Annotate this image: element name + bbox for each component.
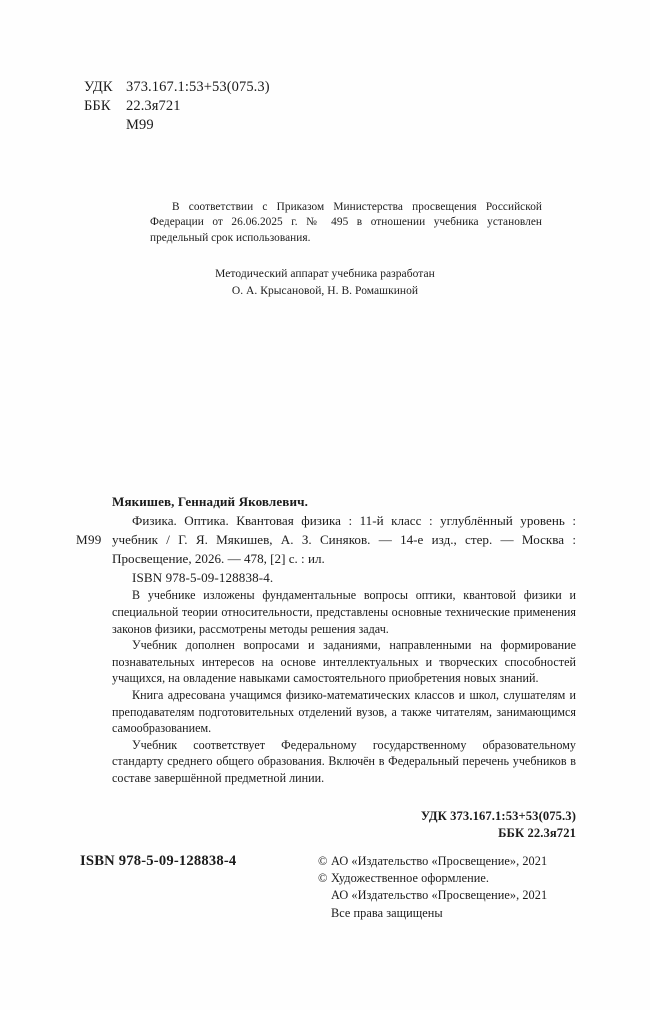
classification-block-bottom	[300, 808, 576, 842]
methodical-apparatus-line-2: О. А. Крысановой, Н. В. Ромашкиной	[231, 284, 419, 297]
annotation-paragraph: Учебник соответствует Федеральному государственному образовательному стандарту среднего общего образования. Включён в Федеральный перечень учебников в составе завершённой предметной линии.	[112, 737, 576, 785]
copyright-line	[318, 905, 618, 922]
annotation-block	[112, 587, 576, 786]
siglum-top: М99	[126, 117, 154, 133]
udk-line-bottom: УДК 373.167.1:53+53(075.3)	[420, 809, 576, 823]
annotation-paragraph: Учебник дополнен вопросами и заданиями, направленными на формирование познавательных интересов на основе интеллектуальных и творческих способностей учащихся, на овладение навыками самостоятельного приобретения новых знаний.	[112, 638, 576, 686]
udk-label-top: УДК	[84, 79, 113, 95]
copyright-line	[318, 870, 618, 887]
copyright-text: АО «Издательство «Просвещение», 2021	[331, 888, 548, 903]
record-isbn: ISBN 978-5-09-128838-4.	[132, 570, 274, 586]
record-description: Физика. Оптика. Квантовая физика : 11-й класс : углублённый уровень : учебник / Г. Я. Мякишев, А. З. Синяков. — 14-е изд., стер. — Москва : Просвещение, 2026. — 478, [2] с. : ил.	[112, 513, 576, 567]
classification-block-top	[84, 78, 270, 135]
record-description-wrap	[76, 511, 576, 587]
copyright-block	[318, 853, 618, 922]
order-notice: В соответствии с Приказом Министерства просвещения Российской Федерации от 26.06.2025 г. № 495 в отношении учебника установлен предельный срок использования.	[150, 201, 542, 244]
siglum-record: М99	[76, 532, 102, 548]
annotation-paragraph: Книга адресована учащимся физико-математических классов и школ, слушателям и преподавателям подготовительных отделений вузов, а также читателям, занимающимся самообразованием.	[112, 688, 576, 736]
copyright-icon: ©	[318, 871, 328, 886]
copyright-text: Художественное оформление.	[331, 871, 489, 886]
copyright-text: АО «Издательство «Просвещение», 2021	[331, 854, 548, 868]
copyright-text: Все права защищены	[331, 905, 443, 920]
record-body	[112, 511, 576, 587]
bibliographic-record	[76, 492, 576, 787]
bbk-line-bottom: ББК 22.3я721	[498, 826, 576, 840]
annotation-paragraph: В учебнике изложены фундаментальные вопросы оптики, квантовой физики и специальной теории относительности, представлены основные технические применения законов физики, рассмотрены методы решения задач.	[112, 588, 576, 636]
methodical-apparatus-line-1: Методический аппарат учебника разработан	[215, 268, 435, 280]
siglum-row-top	[84, 116, 270, 135]
copyright-icon: ©	[318, 854, 328, 868]
copyright-line	[318, 887, 618, 904]
footer-isbn: ISBN 978-5-09-128838-4	[80, 853, 237, 869]
methodical-apparatus-block	[75, 266, 575, 299]
bbk-row-top	[84, 97, 270, 116]
udk-row-top	[84, 78, 270, 97]
bbk-value-top: 22.3я721	[126, 98, 181, 114]
copyright-line	[318, 853, 618, 870]
udk-value-top: 373.167.1:53+53(075.3)	[126, 79, 270, 95]
bbk-label-top: ББК	[84, 98, 111, 114]
record-author: Мякишев, Геннадий Яковлевич.	[112, 494, 308, 509]
